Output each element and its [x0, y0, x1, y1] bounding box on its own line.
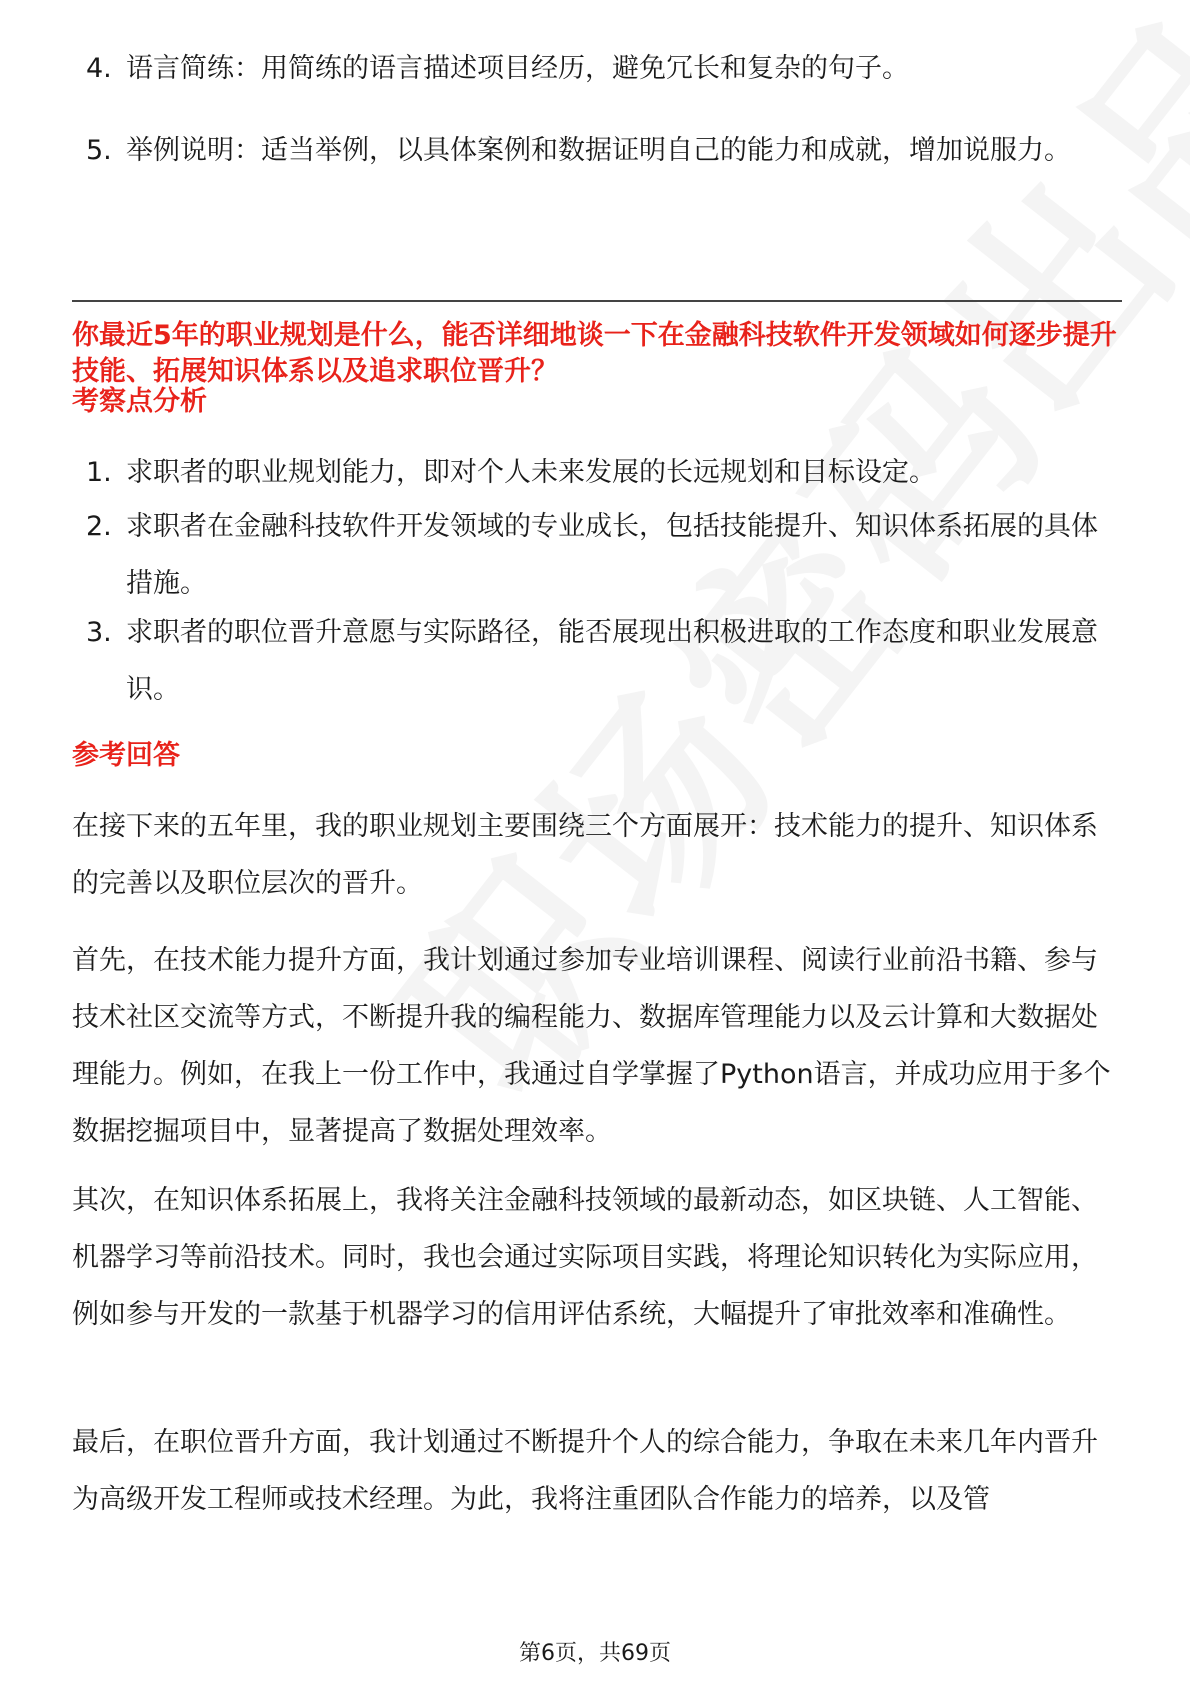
analysis-item	[86, 604, 1116, 718]
list-item-number: 3.	[86, 617, 112, 648]
list-item-text: 举例说明：适当举例，以具体案例和数据证明自己的能力和成就，增加说服力。	[126, 135, 1071, 166]
analysis-heading: 考察点分析	[72, 386, 207, 417]
answer-paragraph: 其次，在知识体系拓展上，我将关注金融科技领域的最新动态，如区块链、人工智能、机器学习等前沿技术。同时，我也会通过实际项目实践，将理论知识转化为实际应用，例如参与开发的一款基于机器学习的信用评估系统，大幅提升了审批效率和准确性。	[72, 1185, 1098, 1330]
list-item-number: 4.	[86, 53, 112, 84]
question-heading: 你最近5年的职业规划是什么，能否详细地谈一下在金融科技软件开发领域如何逐步提升技能、拓展知识体系以及追求职位晋升？	[72, 320, 1117, 387]
list-item-number: 5.	[86, 135, 112, 166]
answer-paragraph: 最后，在职位晋升方面，我计划通过不断提升个人的综合能力，争取在未来几年内晋升为高级开发工程师或技术经理。为此，我将注重团队合作能力的培养，以及管	[72, 1427, 1098, 1515]
list-item	[86, 40, 1116, 97]
page-number-footer: 第6页，共69页	[519, 1641, 671, 1666]
answer-paragraph: 首先，在技术能力提升方面，我计划通过参加专业培训课程、阅读行业前沿书籍、参与技术社区交流等方式，不断提升我的编程能力、数据库管理能力以及云计算和大数据处理能力。例如，在我上一份工作中，我通过自学掌握了Python语言，并成功应用于多个数据挖掘项目中，显著提高了数据处理效率。	[72, 945, 1111, 1147]
list-item-text: 求职者的职业规划能力，即对个人未来发展的长远规划和目标设定。	[126, 457, 936, 488]
list-item-text: 求职者的职位晋升意愿与实际路径，能否展现出积极进取的工作态度和职业发展意识。	[126, 617, 1098, 705]
list-item	[86, 122, 1116, 179]
list-item-text: 语言简练：用简练的语言描述项目经历，避免冗长和复杂的句子。	[126, 53, 909, 84]
answer-paragraph: 在接下来的五年里，我的职业规划主要围绕三个方面展开：技术能力的提升、知识体系的完善以及职位层次的晋升。	[72, 811, 1098, 899]
analysis-item	[86, 498, 1116, 612]
answer-heading: 参考回答	[72, 740, 180, 771]
list-item-number: 2.	[86, 511, 112, 542]
analysis-item	[86, 444, 1116, 501]
list-item-number: 1.	[86, 457, 112, 488]
list-item-text: 求职者在金融科技软件开发领域的专业成长，包括技能提升、知识体系拓展的具体措施。	[126, 511, 1098, 599]
section-divider	[72, 300, 1122, 302]
